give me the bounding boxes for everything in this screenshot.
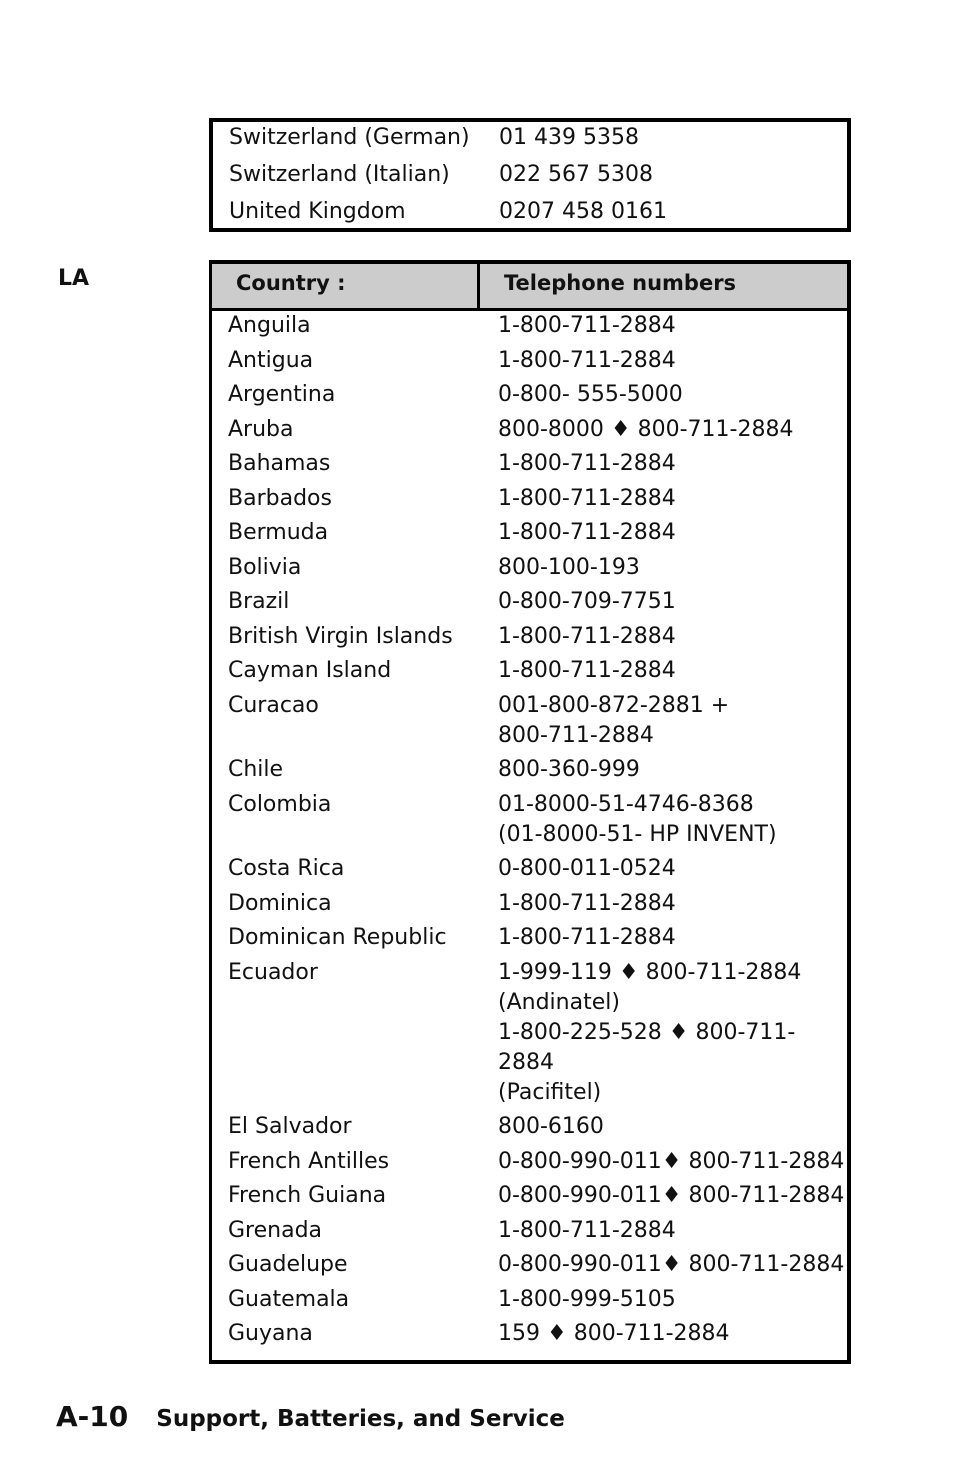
- phone-line: 800-6160: [498, 1114, 604, 1139]
- phone-cell: [482, 958, 847, 1108]
- phone-cell: [482, 553, 847, 583]
- table-row: [212, 415, 847, 445]
- phone-line: 0-800-990-011♦ 800-711-2884: [498, 1252, 845, 1277]
- table-row: [212, 518, 847, 548]
- phone-cell: [483, 124, 847, 161]
- table-row: [212, 923, 847, 953]
- country-cell: Switzerland (Italian): [229, 162, 450, 187]
- phone-cell: [482, 1147, 847, 1177]
- country-cell: Bolivia: [228, 554, 302, 580]
- country-cell: Bahamas: [228, 451, 331, 476]
- country-cell: Guatemala: [228, 1286, 350, 1312]
- table-row: [212, 1181, 847, 1211]
- phone-line: 1-800-711-2884: [498, 347, 676, 373]
- country-cell: Anguila: [228, 313, 311, 338]
- country-cell: Guyana: [228, 1321, 313, 1346]
- country-cell: British Virgin Islands: [228, 623, 453, 649]
- phone-line: (Pacifitel): [498, 1079, 602, 1105]
- table-row: [212, 1112, 847, 1142]
- phone-line: 022 567 5308: [499, 162, 653, 187]
- table-row: [212, 449, 847, 479]
- phone-line: 1-800-711-2884: [498, 658, 676, 683]
- table-row: [213, 198, 847, 235]
- country-cell: Costa Rica: [228, 856, 345, 881]
- table-row: [212, 1216, 847, 1246]
- phone-cell: [482, 923, 847, 953]
- phone-line: 1-800-711-2884: [498, 925, 676, 950]
- country-cell: Grenada: [228, 1217, 323, 1243]
- phone-line: 1-800-999-5105: [498, 1286, 676, 1312]
- phone-line: 01-8000-51-4746-8368: [498, 791, 754, 817]
- country-cell: French Guiana: [228, 1183, 387, 1208]
- country-cell: Aruba: [228, 416, 294, 442]
- footer-title: Support, Batteries, and Service: [156, 1406, 565, 1432]
- phone-line: 0207 458 0161: [499, 199, 667, 224]
- country-cell: El Salvador: [228, 1114, 352, 1139]
- phone-line: 800-711-2884: [498, 722, 654, 748]
- table-row: [212, 790, 847, 850]
- phone-cell: [482, 790, 847, 850]
- country-cell: Guadelupe: [228, 1252, 348, 1277]
- country-cell: Antigua: [228, 347, 314, 373]
- phone-cell: [482, 1181, 847, 1211]
- phone-line: (01-8000-51- HP INVENT): [498, 821, 777, 847]
- table-row: [212, 854, 847, 884]
- phone-cell: [482, 622, 847, 652]
- table-row: [212, 380, 847, 410]
- phone-line: 001-800-872-2881 +: [498, 692, 730, 718]
- table-row: [213, 124, 847, 161]
- region-label: LA: [58, 266, 90, 291]
- country-cell: Ecuador: [228, 959, 318, 985]
- country-cell: United Kingdom: [229, 199, 406, 224]
- phone-cell: [482, 1285, 847, 1315]
- phone-cell: [482, 889, 847, 919]
- phone-line: 1-999-119 ♦ 800-711-2884: [498, 959, 802, 985]
- table-row: [212, 958, 847, 1108]
- phone-cell: [482, 691, 847, 751]
- table-row: [212, 346, 847, 376]
- phone-line: 1-800-711-2884: [498, 451, 676, 476]
- phone-cell: [482, 1112, 847, 1142]
- page-number: A-10: [56, 1400, 129, 1433]
- phone-cell: [482, 1216, 847, 1246]
- table-row: [212, 755, 847, 785]
- phone-line: 1-800-711-2884: [498, 623, 676, 649]
- country-cell: French Antilles: [228, 1148, 390, 1174]
- phone-cell: [482, 587, 847, 617]
- phone-cell: [482, 854, 847, 884]
- phone-cell: [482, 449, 847, 479]
- phone-cell: [482, 1319, 847, 1349]
- phone-cell: [482, 415, 847, 445]
- phone-line: (Andinatel): [498, 989, 620, 1015]
- phone-cell: [482, 518, 847, 548]
- table-row: [212, 1250, 847, 1280]
- table-row: [212, 587, 847, 617]
- table-row: [212, 622, 847, 652]
- phone-cell: [482, 380, 847, 410]
- country-cell: Bermuda: [228, 520, 329, 545]
- phone-line: 0-800-990-011♦ 800-711-2884: [498, 1183, 845, 1208]
- top-phone-table: [209, 118, 851, 232]
- country-cell: Curacao: [228, 692, 319, 718]
- country-cell: Argentina: [228, 382, 336, 407]
- phone-cell: [482, 311, 847, 341]
- phone-line: 01 439 5358: [499, 125, 639, 150]
- phone-line: 800-360-999: [498, 757, 640, 782]
- table-body: [212, 311, 847, 1360]
- phone-line: 1-800-711-2884: [498, 890, 676, 916]
- header-phone: Telephone numbers: [504, 271, 737, 295]
- table-row: [212, 484, 847, 514]
- table-row: [212, 1285, 847, 1315]
- phone-line: 800-8000 ♦ 800-711-2884: [498, 416, 794, 442]
- country-cell: Switzerland (German): [229, 125, 470, 150]
- country-cell: Chile: [228, 757, 284, 782]
- phone-line: 0-800-990-011♦ 800-711-2884: [498, 1148, 845, 1174]
- country-cell: Brazil: [228, 589, 290, 614]
- phone-cell: [482, 656, 847, 686]
- phone-line: 1-800-711-2884: [498, 520, 676, 545]
- phone-cell: [482, 1250, 847, 1280]
- phone-line: 0-800-011-0524: [498, 856, 676, 881]
- phone-line: 1-800-225-528 ♦ 800-711-2884: [498, 1019, 796, 1075]
- phone-line: 1-800-711-2884: [498, 313, 676, 338]
- table-row: [212, 1147, 847, 1177]
- country-cell: Colombia: [228, 791, 332, 817]
- table-row: [212, 691, 847, 751]
- table-row: [212, 656, 847, 686]
- phone-line: 0-800-709-7751: [498, 589, 676, 614]
- header-country: Country :: [212, 264, 480, 308]
- table-row: [212, 553, 847, 583]
- table-header: [212, 264, 847, 311]
- country-cell: Dominica: [228, 890, 332, 916]
- table-row: [212, 1319, 847, 1349]
- page-footer: [56, 1400, 565, 1433]
- phone-line: 1-800-711-2884: [498, 485, 676, 511]
- country-cell: Barbados: [228, 485, 332, 511]
- phone-line: 1-800-711-2884: [498, 1217, 676, 1243]
- phone-line: 0-800- 555-5000: [498, 382, 683, 407]
- phone-cell: [483, 161, 847, 198]
- table-row: [212, 889, 847, 919]
- phone-cell: [482, 484, 847, 514]
- table-row: [213, 161, 847, 198]
- country-cell: Cayman Island: [228, 658, 392, 683]
- phone-line: 159 ♦ 800-711-2884: [498, 1321, 730, 1346]
- phone-cell: [482, 755, 847, 785]
- country-cell: Dominican Republic: [228, 925, 447, 950]
- la-phone-table: [209, 260, 851, 1364]
- table-row: [212, 311, 847, 341]
- phone-cell: [482, 346, 847, 376]
- phone-cell: [483, 198, 847, 235]
- phone-line: 800-100-193: [498, 554, 640, 580]
